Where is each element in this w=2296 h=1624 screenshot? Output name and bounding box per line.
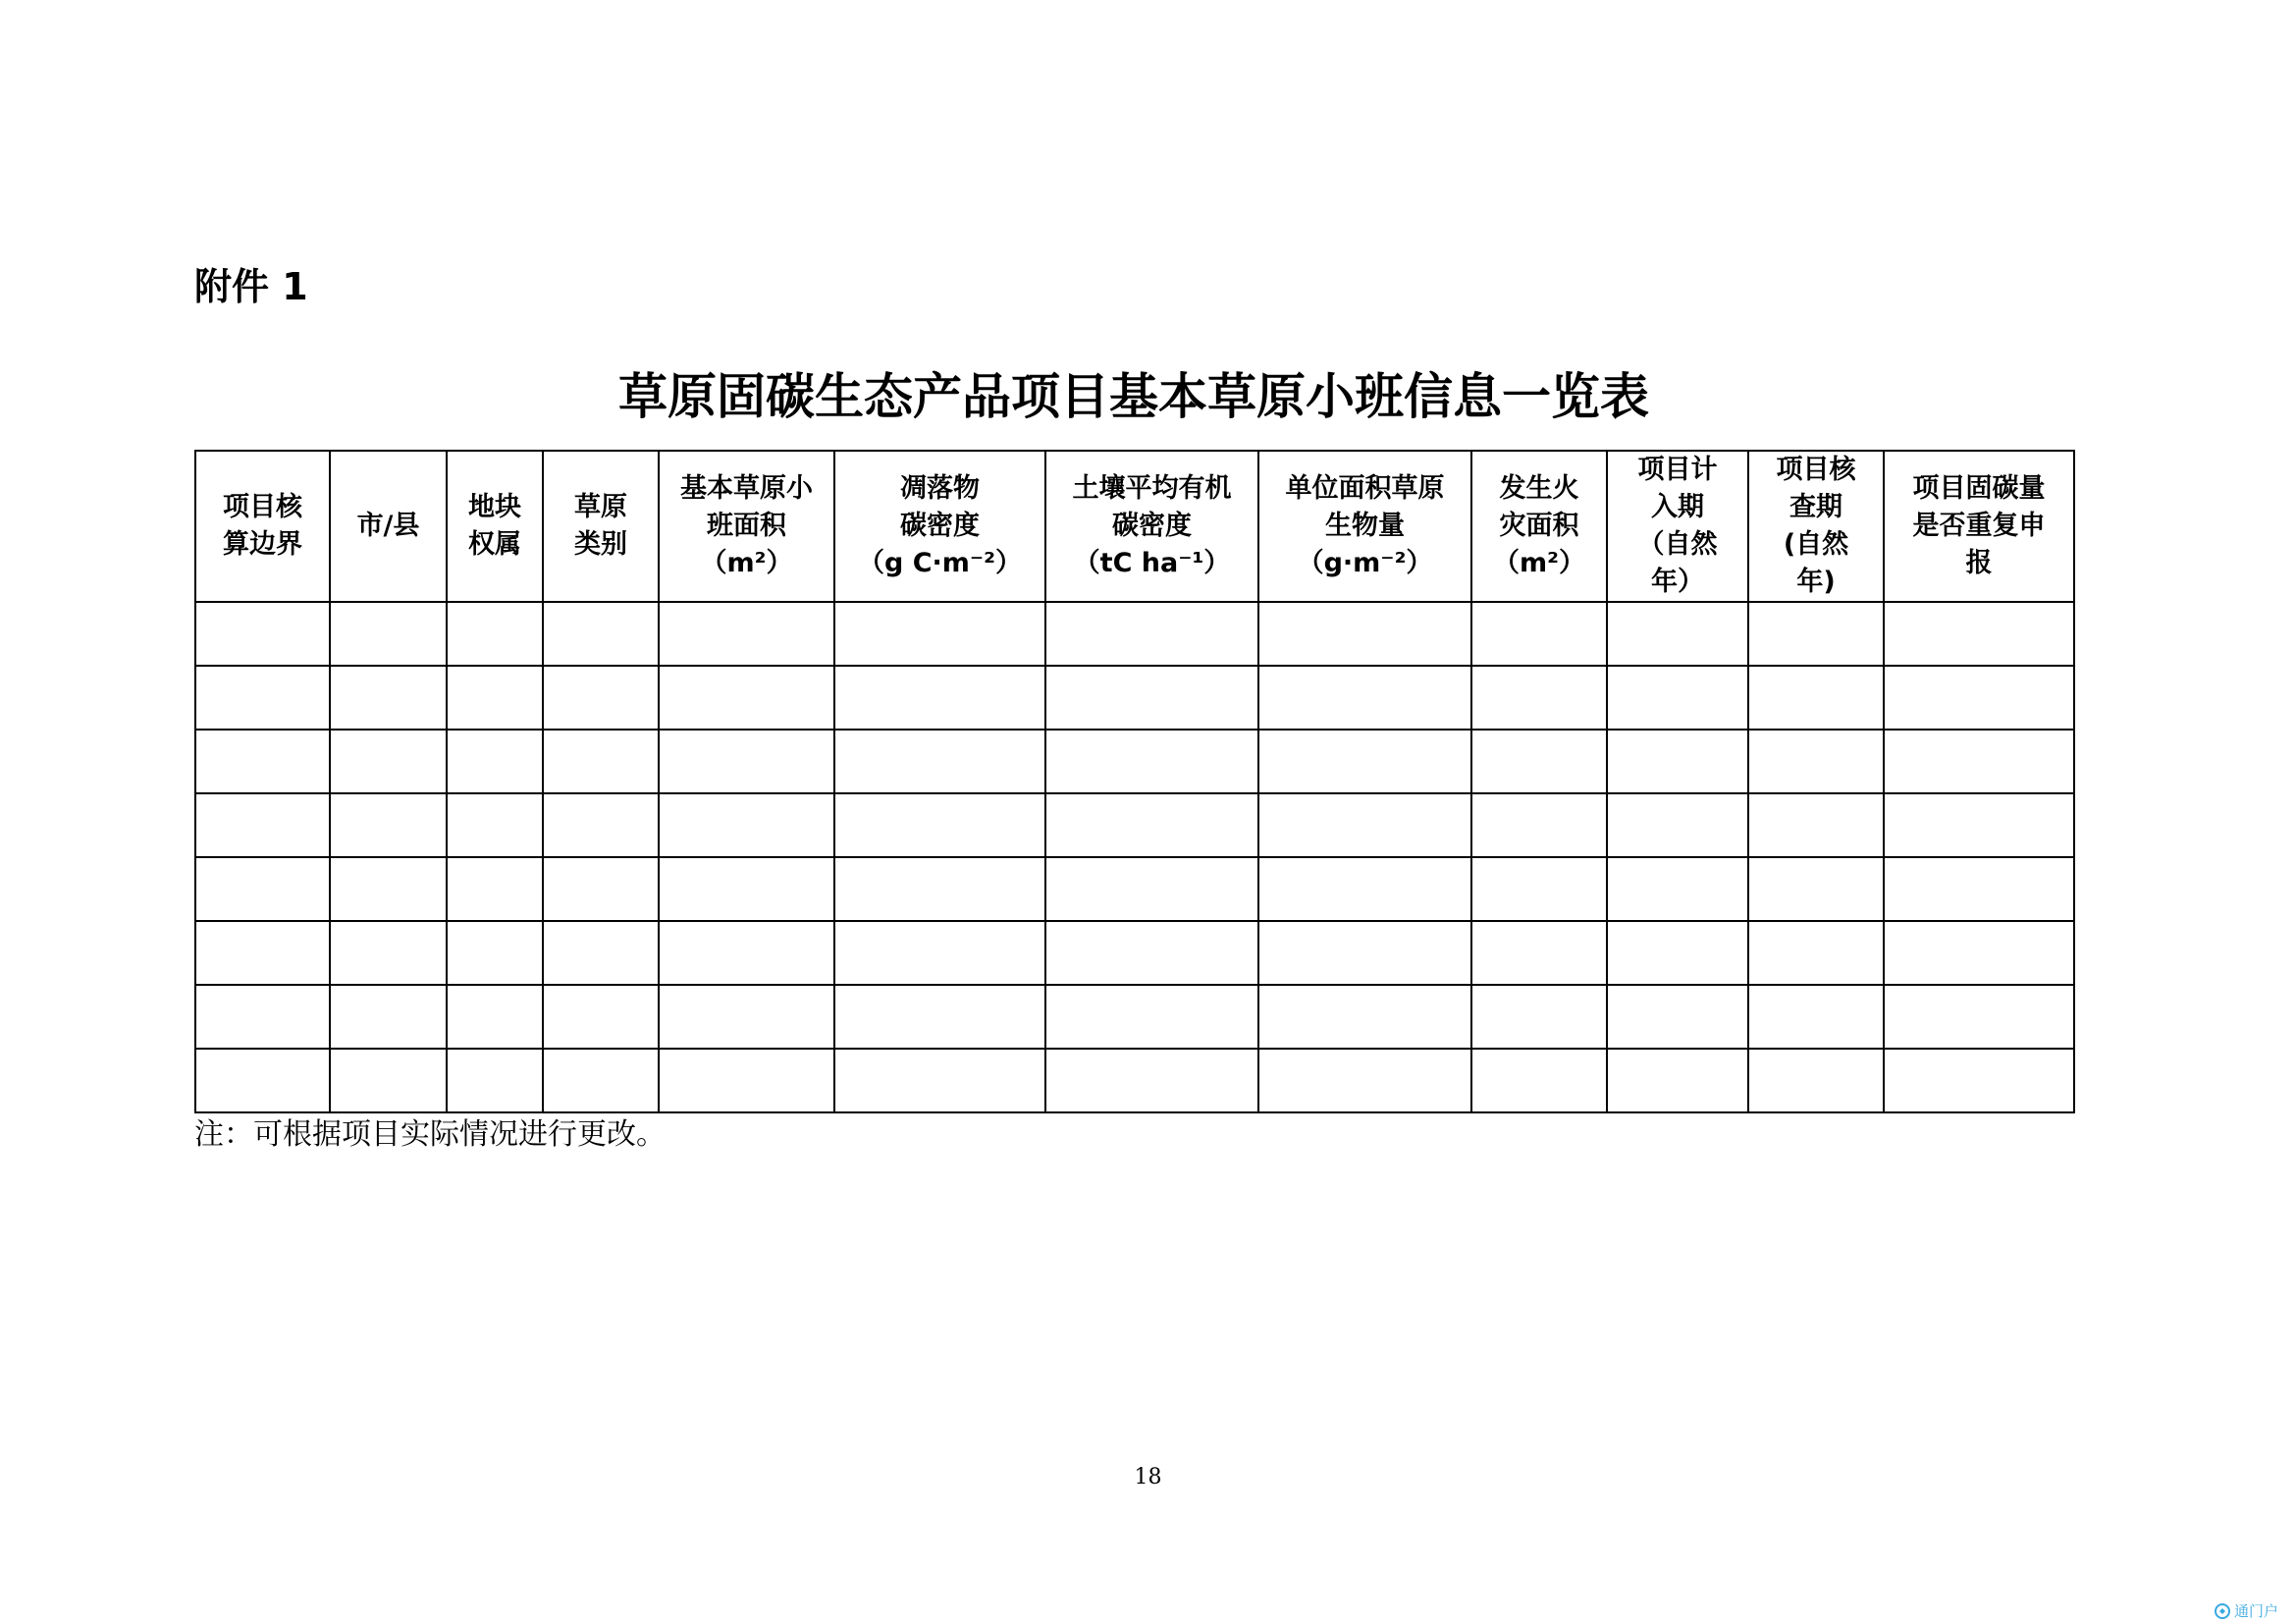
page-number: 18 bbox=[1134, 1465, 1162, 1489]
table-row bbox=[195, 666, 2074, 730]
table-cell bbox=[1884, 921, 2074, 985]
table-cell bbox=[1884, 985, 2074, 1049]
table-cell bbox=[834, 793, 1045, 857]
table-cell bbox=[1258, 985, 1471, 1049]
table-cell bbox=[1607, 921, 1748, 985]
table-cell bbox=[543, 857, 659, 921]
table-cell bbox=[1607, 602, 1748, 666]
table-cell bbox=[195, 793, 330, 857]
header-cell-verification-period bbox=[1748, 451, 1884, 602]
table-cell bbox=[834, 985, 1045, 1049]
table-cell bbox=[1607, 1049, 1748, 1112]
table-cell bbox=[447, 1049, 543, 1112]
table-cell bbox=[195, 666, 330, 730]
header-label: 项目核 查期 (自然 年) bbox=[1776, 455, 1856, 597]
watermark-logo-icon bbox=[2214, 1602, 2231, 1620]
header-cell-grassland-type bbox=[543, 451, 659, 602]
info-table bbox=[194, 450, 2075, 1113]
table-cell bbox=[543, 921, 659, 985]
header-label: 单位面积草原 生物量 （g·m⁻²） bbox=[1285, 473, 1445, 578]
header-label: 基本草原小 班面积 （m²） bbox=[680, 473, 813, 578]
table-cell bbox=[447, 985, 543, 1049]
table-cell bbox=[195, 730, 330, 793]
table-row bbox=[195, 857, 2074, 921]
header-cell-subcompartment-area bbox=[659, 451, 834, 602]
header-label: 项目核 算边界 bbox=[223, 492, 302, 560]
table-cell bbox=[330, 730, 447, 793]
table-cell bbox=[1045, 1049, 1258, 1112]
table-cell bbox=[1748, 602, 1884, 666]
table-cell bbox=[330, 1049, 447, 1112]
header-cell-accounting-boundary bbox=[195, 451, 330, 602]
table-cell bbox=[1258, 730, 1471, 793]
table-cell bbox=[1471, 602, 1607, 666]
table-cell bbox=[543, 602, 659, 666]
table-cell bbox=[1748, 921, 1884, 985]
table-cell bbox=[659, 730, 834, 793]
header-label: 地块 权属 bbox=[468, 492, 521, 560]
table-cell bbox=[1045, 857, 1258, 921]
attachment-label: 附件 1 bbox=[194, 265, 308, 308]
table-cell bbox=[1884, 857, 2074, 921]
table-cell bbox=[330, 793, 447, 857]
table-cell bbox=[1258, 793, 1471, 857]
table-cell bbox=[1607, 730, 1748, 793]
header-cell-litter-carbon-density bbox=[834, 451, 1045, 602]
table-cell bbox=[330, 602, 447, 666]
table-header-row bbox=[195, 451, 2074, 602]
table-cell bbox=[195, 921, 330, 985]
header-label: 项目计 入期 （自然 年） bbox=[1637, 455, 1718, 597]
table-cell bbox=[1258, 1049, 1471, 1112]
table-cell bbox=[1471, 1049, 1607, 1112]
table-cell bbox=[659, 921, 834, 985]
table-cell bbox=[834, 1049, 1045, 1112]
document-title: 草原固碳生态产品项目基本草原小班信息一览表 bbox=[618, 368, 1649, 425]
table-cell bbox=[195, 1049, 330, 1112]
table-cell bbox=[1748, 730, 1884, 793]
watermark bbox=[2214, 1602, 2278, 1620]
table-cell bbox=[1045, 921, 1258, 985]
table-cell bbox=[195, 985, 330, 1049]
table-cell bbox=[330, 666, 447, 730]
table-cell bbox=[834, 921, 1045, 985]
table-cell bbox=[1258, 602, 1471, 666]
header-label: 凋落物 碳密度 （g C·m⁻²） bbox=[857, 473, 1022, 578]
table-cell bbox=[1045, 666, 1258, 730]
table-cell bbox=[659, 602, 834, 666]
header-cell-crediting-period bbox=[1607, 451, 1748, 602]
header-label: 草原 类别 bbox=[574, 492, 627, 560]
header-label: 发生火 灾面积 （m²） bbox=[1493, 473, 1585, 578]
table-cell bbox=[447, 793, 543, 857]
table-cell bbox=[659, 985, 834, 1049]
header-cell-fire-area bbox=[1471, 451, 1607, 602]
table-body bbox=[195, 602, 2074, 1112]
watermark-text: 通门户 bbox=[2233, 1602, 2278, 1620]
table-note: 注：可根据项目实际情况进行更改。 bbox=[194, 1117, 666, 1152]
table-cell bbox=[1884, 730, 2074, 793]
table-cell bbox=[1884, 793, 2074, 857]
table-cell bbox=[1748, 666, 1884, 730]
header-cell-land-ownership bbox=[447, 451, 543, 602]
table-cell bbox=[543, 985, 659, 1049]
table-cell bbox=[447, 921, 543, 985]
table-cell bbox=[1607, 793, 1748, 857]
table-cell bbox=[330, 921, 447, 985]
table-cell bbox=[834, 602, 1045, 666]
table-cell bbox=[659, 1049, 834, 1112]
table-cell bbox=[330, 857, 447, 921]
table-cell bbox=[543, 730, 659, 793]
table-cell bbox=[543, 1049, 659, 1112]
table-cell bbox=[1258, 857, 1471, 921]
table-cell bbox=[1045, 730, 1258, 793]
table-row bbox=[195, 793, 2074, 857]
header-label: 项目固碳量 是否重复申 报 bbox=[1912, 473, 2046, 578]
table-cell bbox=[659, 793, 834, 857]
table-cell bbox=[1258, 921, 1471, 985]
header-cell-city-county bbox=[330, 451, 447, 602]
table-cell bbox=[1471, 857, 1607, 921]
table-cell bbox=[1607, 666, 1748, 730]
table-cell bbox=[1471, 730, 1607, 793]
table-cell bbox=[195, 602, 330, 666]
table-cell bbox=[1607, 857, 1748, 921]
header-label: 市/县 bbox=[356, 511, 420, 541]
table-cell bbox=[1884, 1049, 2074, 1112]
table-cell bbox=[1748, 1049, 1884, 1112]
table-row bbox=[195, 730, 2074, 793]
table-cell bbox=[543, 793, 659, 857]
table-row bbox=[195, 1049, 2074, 1112]
table-cell bbox=[1607, 985, 1748, 1049]
table-cell bbox=[447, 730, 543, 793]
table-row bbox=[195, 921, 2074, 985]
table-cell bbox=[1258, 666, 1471, 730]
table-cell bbox=[1884, 666, 2074, 730]
table-cell bbox=[834, 857, 1045, 921]
header-label: 土壤平均有机 碳密度 （tC ha⁻¹） bbox=[1072, 473, 1232, 578]
table-cell bbox=[447, 666, 543, 730]
table-cell bbox=[1045, 602, 1258, 666]
table-cell bbox=[1748, 857, 1884, 921]
table-cell bbox=[1471, 985, 1607, 1049]
table-cell bbox=[659, 857, 834, 921]
table-cell bbox=[1748, 793, 1884, 857]
table-cell bbox=[834, 666, 1045, 730]
header-cell-soil-carbon-density bbox=[1045, 451, 1258, 602]
table-cell bbox=[659, 666, 834, 730]
table-cell bbox=[330, 985, 447, 1049]
table-cell bbox=[1471, 921, 1607, 985]
table-row bbox=[195, 985, 2074, 1049]
table-cell bbox=[447, 857, 543, 921]
table-cell bbox=[834, 730, 1045, 793]
header-cell-biomass-per-area bbox=[1258, 451, 1471, 602]
table-cell bbox=[447, 602, 543, 666]
table-row bbox=[195, 602, 2074, 666]
table-cell bbox=[1471, 666, 1607, 730]
header-cell-duplicate-declaration bbox=[1884, 451, 2074, 602]
table-cell bbox=[1045, 985, 1258, 1049]
table-cell bbox=[543, 666, 659, 730]
table-cell bbox=[1884, 602, 2074, 666]
table-cell bbox=[195, 857, 330, 921]
table-cell bbox=[1471, 793, 1607, 857]
table-cell bbox=[1045, 793, 1258, 857]
table-cell bbox=[1748, 985, 1884, 1049]
